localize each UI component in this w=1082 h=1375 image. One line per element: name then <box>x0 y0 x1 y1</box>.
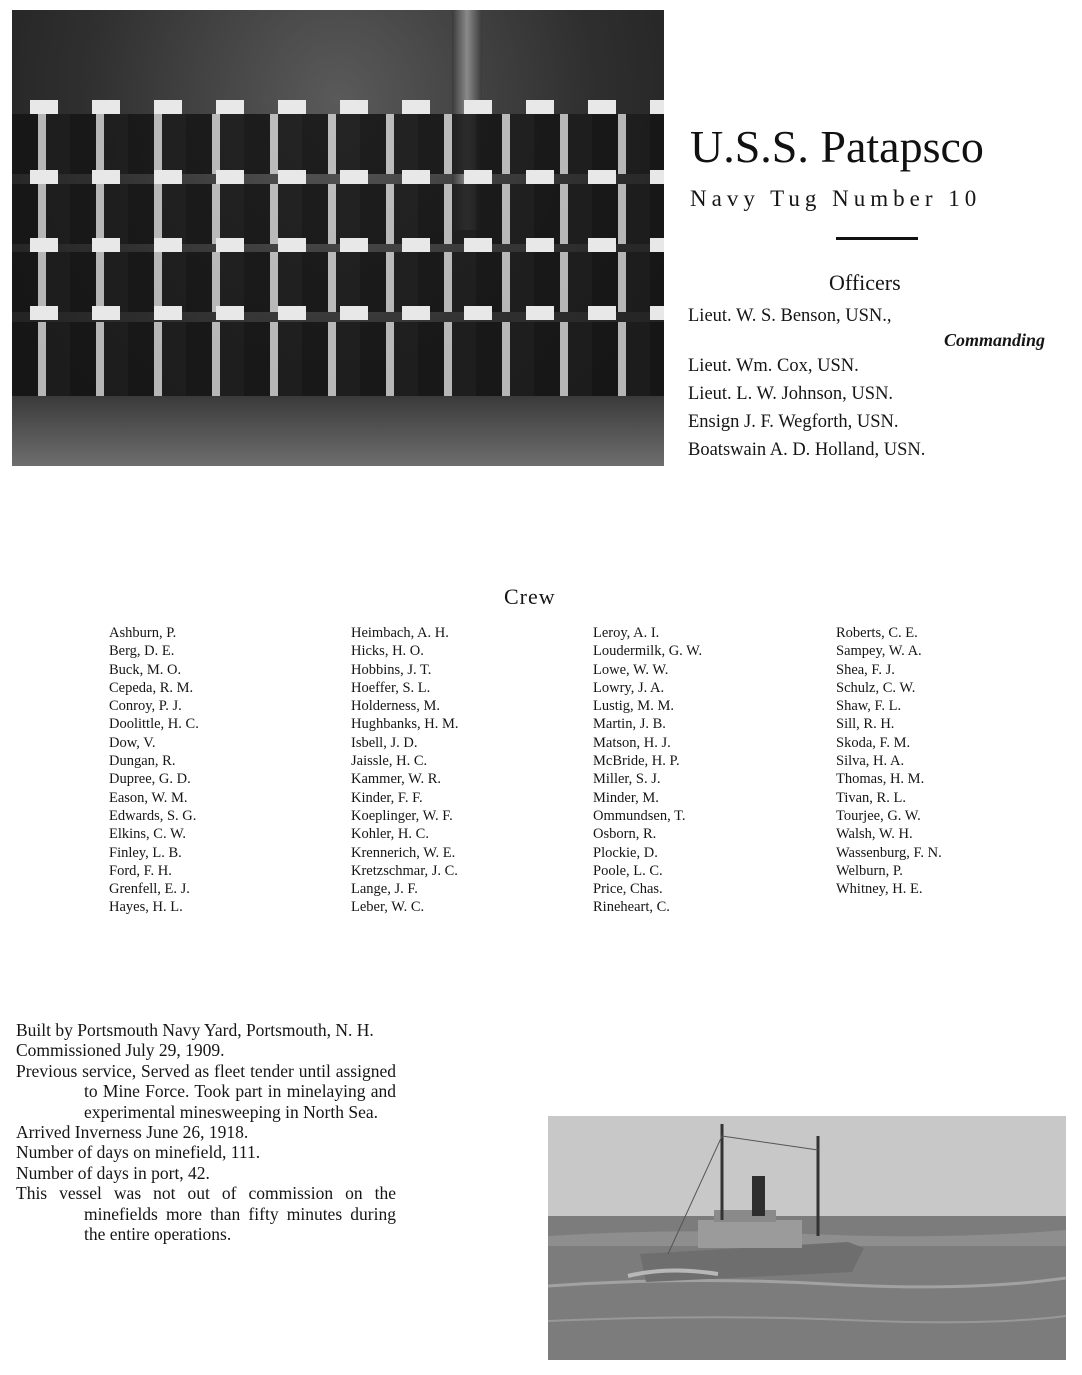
crew-member: Ashburn, P. <box>109 625 177 641</box>
crew-member: Hicks, H. O. <box>351 643 424 660</box>
crew-column <box>351 624 571 917</box>
crew-member: Krennerich, W. E. <box>351 844 456 861</box>
crew-member: Doolittle, H. C. <box>109 716 199 733</box>
officer-entry: Ensign J. F. Wegforth, USN. <box>688 412 899 432</box>
crew-member: Holderness, M. <box>351 698 441 715</box>
crew-member: Loudermilk, G. W. <box>593 643 703 660</box>
crew-member: Conroy, P. J. <box>109 698 182 715</box>
crew-member: Rineheart, C. <box>593 899 670 916</box>
crew-member: Thomas, H. M. <box>836 771 925 788</box>
crew-member: Kohler, H. C. <box>351 826 429 843</box>
officers-heading: Officers <box>829 270 901 295</box>
officer-role-note: Commanding <box>944 330 1046 350</box>
crew-member: Koeplinger, W. F. <box>351 807 453 824</box>
crew-member: Edwards, S. G. <box>109 807 197 824</box>
crew-member: Silva, H. A. <box>836 753 905 770</box>
crew-member: Matson, H. J. <box>593 734 671 751</box>
crew-member: Poole, L. C. <box>593 862 663 879</box>
crew-column <box>109 624 329 917</box>
crew-member: Sill, R. H. <box>836 716 895 733</box>
crew-member: Osborn, R. <box>593 826 657 843</box>
officer-entry: Boatswain A. D. Holland, USN. <box>688 440 926 460</box>
crew-member: Buck, M. O. <box>109 661 182 678</box>
crew-member: Dungan, R. <box>109 753 176 770</box>
crew-heading: Crew <box>504 584 556 609</box>
crew-member: Finley, L. B. <box>109 844 182 861</box>
crew-member: Sampey, W. A. <box>836 643 922 660</box>
crew-member: Minder, M. <box>593 789 659 806</box>
crew-member: Isbell, J. D. <box>351 734 418 751</box>
crew-member: Hayes, H. L. <box>109 899 183 916</box>
crew-member: Leber, W. C. <box>351 899 425 916</box>
crew-column <box>593 624 813 917</box>
crew-member: Eason, W. M. <box>109 789 188 806</box>
tug-photo <box>548 1116 1066 1360</box>
history-item: Commissioned July 29, 1909. <box>16 1040 225 1061</box>
crew-column <box>836 624 1056 898</box>
crew-member: Lange, J. F. <box>351 881 418 898</box>
history-item: Arrived Inverness June 26, 1918. <box>16 1122 249 1143</box>
history-item: This vessel was not out of commission on the minefields more than fifty minutes during the entire operations. <box>16 1183 396 1245</box>
crew-member: Wassenburg, F. N. <box>836 844 942 861</box>
crew-member: Skoda, F. M. <box>836 734 911 751</box>
crew-group-photo <box>12 10 664 466</box>
crew-member: Shea, F. J. <box>836 661 895 678</box>
tug-ship-illustration <box>548 1116 1066 1360</box>
crew-member: Welburn, P. <box>836 862 903 879</box>
officer-entry: Lieut. L. W. Johnson, USN. <box>688 384 894 404</box>
crew-member: Whitney, H. E. <box>836 881 923 898</box>
service-history <box>16 1020 396 1244</box>
history-item: Built by Portsmouth Navy Yard, Portsmouth, N. H. <box>16 1020 374 1040</box>
crew-member: Plockie, D. <box>593 844 658 861</box>
page-subtitle: Navy Tug Number 10 <box>690 186 982 211</box>
crew-member: Hobbins, J. T. <box>351 661 432 678</box>
crew-member: Price, Chas. <box>593 881 663 898</box>
crew-member: Kammer, W. R. <box>351 771 442 788</box>
crew-member: Tivan, R. L. <box>836 789 906 806</box>
history-item: Number of days in port, 42. <box>16 1162 210 1183</box>
history-item: Previous service, Served as fleet tender until assigned to Mine Force. Took part in minelaying and experimental minesweeping in North Sea. <box>16 1060 396 1122</box>
officer-entry: Lieut. W. S. Benson, USN., <box>688 306 892 326</box>
officer-entry: Lieut. Wm. Cox, USN. <box>688 356 859 376</box>
crew-member: Dow, V. <box>109 734 156 751</box>
crew-member: Kinder, F. F. <box>351 789 423 806</box>
crew-member: Grenfell, E. J. <box>109 881 190 898</box>
crew-member: Lustig, M. M. <box>593 698 674 715</box>
crew-member: Berg, D. E. <box>109 643 175 660</box>
crew-member: Hoeffer, S. L. <box>351 679 431 696</box>
crew-member: Cepeda, R. M. <box>109 679 194 696</box>
crew-member: Leroy, A. I. <box>593 625 660 641</box>
crew-member: Hughbanks, H. M. <box>351 716 459 733</box>
crew-member: Lowe, W. W. <box>593 661 669 678</box>
crew-member: Roberts, C. E. <box>836 625 918 641</box>
crew-member: Tourjee, G. W. <box>836 807 921 824</box>
title-divider <box>836 237 918 240</box>
crew-member: Miller, S. J. <box>593 771 661 788</box>
crew-member: Heimbach, A. H. <box>351 625 449 641</box>
crew-member: Jaissle, H. C. <box>351 753 428 770</box>
crew-member: Dupree, G. D. <box>109 771 191 788</box>
crew-member: Schulz, C. W. <box>836 679 916 696</box>
crew-member: Ommundsen, T. <box>593 807 686 824</box>
crew-member: Walsh, W. H. <box>836 826 913 843</box>
crew-member: Martin, J. B. <box>593 716 666 733</box>
crew-member: Ford, F. H. <box>109 862 172 879</box>
crew-member: Lowry, J. A. <box>593 679 665 696</box>
page-title: U.S.S. Patapsco <box>690 121 984 172</box>
history-item: Number of days on minefield, 111. <box>16 1142 261 1163</box>
crew-member: McBride, H. P. <box>593 753 680 770</box>
crew-member: Elkins, C. W. <box>109 826 186 843</box>
crew-member: Kretzschmar, J. C. <box>351 862 458 879</box>
crew-member: Shaw, F. L. <box>836 698 902 715</box>
